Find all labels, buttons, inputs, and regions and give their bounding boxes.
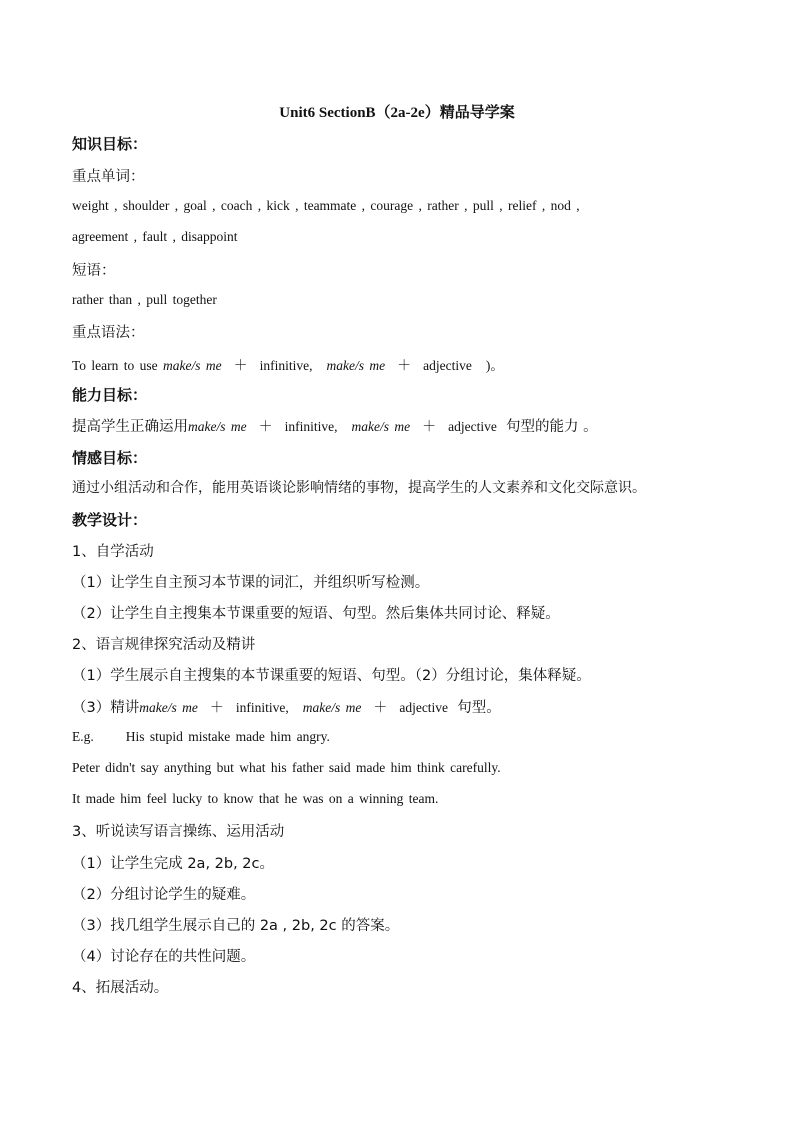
grammar-suffix: )。 xyxy=(485,358,504,373)
section-3-item-4: （4）讨论存在的共性问题。 xyxy=(72,949,256,965)
plus-sign: ＋ xyxy=(397,358,412,374)
grammar-text xyxy=(72,354,504,375)
plus-sign: ＋ xyxy=(422,419,437,435)
s2-item3-prefix: （3）精讲 xyxy=(72,700,140,716)
section-2-item-3 xyxy=(72,696,501,717)
plus-sign: ＋ xyxy=(209,700,224,716)
eg-label: E.g. xyxy=(72,729,94,744)
s2-pattern-1: make/s me xyxy=(139,700,198,715)
example-1 xyxy=(72,729,330,745)
ability-text xyxy=(72,415,598,436)
ability-infinitive: infinitive, xyxy=(284,419,338,434)
section-4-title: 4、拓展活动。 xyxy=(72,980,169,996)
grammar-adjective: adjective xyxy=(423,358,472,373)
section-1-item-1: （1）让学生自主预习本节课的词汇，并组织听写检测。 xyxy=(72,575,430,591)
s2-adjective: adjective xyxy=(399,700,449,715)
section-2-item-1: （1）学生展示自主搜集的本节课重要的短语、句型。（2）分组讨论，集体释疑。 xyxy=(72,668,591,684)
ability-prefix: 提高学生正确运用 xyxy=(72,419,188,435)
section-1-title: 1、自学活动 xyxy=(72,544,154,560)
key-words-label: 重点单词： xyxy=(72,169,145,185)
key-words-line-1: weight , shoulder , goal , coach , kick , teammate , courage , rather , pull , relief , nod , xyxy=(72,198,580,213)
ability-suffix: 句型的能力 。 xyxy=(506,419,598,435)
grammar-pattern-2: make/s me xyxy=(326,358,386,373)
s2-pattern-2: make/s me xyxy=(302,700,362,715)
ability-pattern-2: make/s me xyxy=(351,419,411,434)
grammar-infinitive: infinitive, xyxy=(259,358,313,373)
plus-sign: ＋ xyxy=(258,419,273,435)
plus-sign: ＋ xyxy=(233,358,248,374)
phrases-text: rather than , pull together xyxy=(72,292,217,307)
section-2-title: 2、语言规律探究活动及精讲 xyxy=(72,637,256,653)
design-heading: 教学设计： xyxy=(72,511,148,529)
section-3-item-2: （2）分组讨论学生的疑难。 xyxy=(72,887,256,903)
grammar-pattern-1: make/s me xyxy=(163,358,222,373)
emotion-text: 通过小组活动和合作，能用英语谈论影响情绪的事物，提高学生的人文素养和文化交际意识。 xyxy=(72,480,646,496)
example-2: Peter didn't say anything but what his father said made him think carefully. xyxy=(72,760,501,775)
section-3-item-3: （3）找几组学生展示自己的 2a , 2b, 2c 的答案。 xyxy=(72,918,400,934)
knowledge-heading: 知识目标： xyxy=(72,135,148,153)
s2-infinitive: infinitive, xyxy=(235,700,289,715)
document-title: Unit6 SectionB（2a-2e）精品导学案 xyxy=(279,105,515,121)
example-1-text: His stupid mistake made him angry. xyxy=(125,729,330,744)
section-1-item-2: （2）让学生自主搜集本节课重要的短语、句型。然后集体共同讨论、释疑。 xyxy=(72,606,560,622)
section-3-item-1: （1）让学生完成 2a, 2b, 2c。 xyxy=(72,856,275,872)
s2-item3-suffix: 句型。 xyxy=(457,700,501,716)
ability-heading: 能力目标： xyxy=(72,386,148,404)
key-words-line-2: agreement , fault , disappoint xyxy=(72,229,238,244)
plus-sign: ＋ xyxy=(373,700,388,716)
ability-pattern-1: make/s me xyxy=(188,419,247,434)
grammar-label: 重点语法： xyxy=(72,325,145,341)
example-3: It made him feel lucky to know that he was on a winning team. xyxy=(72,791,439,806)
emotion-heading: 情感目标： xyxy=(72,449,148,467)
grammar-prefix: To learn to use xyxy=(72,358,164,373)
section-3-title: 3、听说读写语言操练、运用活动 xyxy=(72,824,285,840)
phrases-label: 短语： xyxy=(72,263,116,279)
ability-adjective: adjective xyxy=(448,419,497,434)
